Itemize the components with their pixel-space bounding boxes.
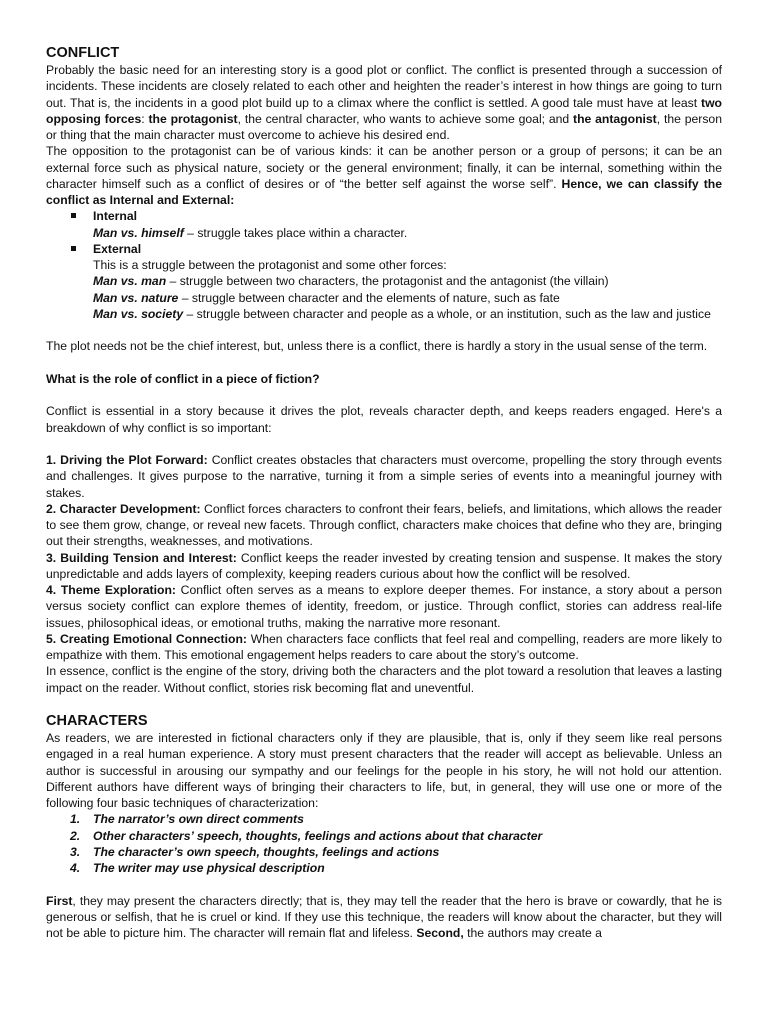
point-character-development: 2. Character Development: Conflict forces characters to confront their fears, beliefs, and limitations, which allows the reader to see them grow, change, or reveal new facets. Through conflict, characters make choices that define who they are, bringing out their strengths, weaknesses, and motivations. bbox=[46, 501, 722, 549]
point-building-tension: 3. Building Tension and Interest: Conflict keeps the reader invested by creating tension and suspense. It makes the story unpredictable and adds layers of complexity, keeping readers curious about how the conflict will be resolved. bbox=[46, 550, 723, 581]
conflict-essence-paragraph: In essence, conflict is the engine of the story, driving both the characters and the plot toward a resolution that leaves a lasting impact on the reader. Without conflict, stories risk becoming flat and uneventful. bbox=[46, 664, 722, 695]
list-item: 4. The writer may use physical description bbox=[70, 861, 325, 875]
internal-description: Man vs. himself – struggle takes place within a character. bbox=[93, 225, 408, 240]
opposition-paragraph: The opposition to the protagonist can be of various kinds: it can be another person or a group of persons; it can be an external force such as physical nature, society or the general environment; finally, it can be internal, something within the character himself such as a conflict of desires or of “the better self against the worse self”. Hence, we can classify the conflict as Internal and External: bbox=[46, 144, 722, 207]
document-page bbox=[46, 44, 722, 941]
characterization-techniques-list bbox=[46, 811, 722, 876]
list-item: 1. The narrator’s own direct comments bbox=[70, 812, 304, 827]
point-driving-plot: 1. Driving the Plot Forward: Conflict creates obstacles that characters must overcome, propelling the story through events and challenges. It gives purpose to the narrative, turning it from a simple series of events into a meaningful journey with stakes. bbox=[46, 453, 722, 500]
conflict-role-question: What is the role of conflict in a piece of fiction? bbox=[46, 371, 320, 386]
external-man-vs-nature: Man vs. nature – struggle between character and the elements of nature, such as fate bbox=[93, 290, 560, 305]
point-theme-exploration: 4. Theme Exploration: Conflict often serves as a means to explore deeper themes. For instance, a story about a person versus society conflict can explore themes of identity, freedom, or justice. Through conflict, stories can address real-life issues, philosophical ideas, or emotional truths, making the narrative more resonant. bbox=[46, 583, 722, 630]
list-item-external bbox=[46, 241, 722, 322]
internal-title: Internal bbox=[93, 209, 138, 224]
external-man-vs-man: Man vs. man – struggle between two characters, the protagonist and the antagonist (the villain) bbox=[93, 274, 609, 289]
point-emotional-connection: 5. Creating Emotional Connection: When characters face conflicts that feel real and compelling, readers are more likely to empathize with them. This emotional engagement helps readers to care about the story’s outcome. bbox=[46, 631, 722, 662]
characters-heading: CHARACTERS bbox=[46, 713, 148, 729]
conflict-essential-paragraph: Conflict is essential in a story because it drives the plot, reveals character depth, and keeps readers engaged. Here's a breakdown of why conflict is so important: bbox=[46, 404, 722, 435]
external-man-vs-society: Man vs. society – struggle between character and people as a whole, or an institution, such as the law and justice bbox=[93, 306, 711, 321]
list-item-internal bbox=[46, 208, 722, 241]
list-item: 3. The character’s own speech, thoughts, feelings and actions bbox=[70, 844, 440, 859]
plot-note-paragraph: The plot needs not be the chief interest, but, unless there is a conflict, there is hardly a story in the usual sense of the term. bbox=[46, 339, 708, 354]
conflict-types-list bbox=[46, 208, 722, 322]
conflict-intro-paragraph: Probably the basic need for an interesting story is a good plot or conflict. The conflict is presented through a succession of incidents. These incidents are closely related to each other and heighten the reader’s interest in how things are going to turn out. That is, the incidents in a good plot build up to a climax where the conflict is settled. A good tale must have at least two opposing forces: the protagonist, the central character, who wants to achieve some goal; and the antagonist, the person or thing that the main character must overcome to achieve his desired end. bbox=[46, 63, 722, 142]
conflict-heading: CONFLICT bbox=[46, 45, 120, 61]
external-intro: This is a struggle between the protagonist and some other forces: bbox=[93, 258, 447, 272]
first-technique-paragraph: First, they may present the characters directly; that is, they may tell the reader that the hero is brave or cowardly, that he is generous or selfish, that he is cruel or kind. If they use this technique, the readers will know about the character, but they will not be able to picture him. The character will remain flat and lifeless. Second, the authors may create a bbox=[46, 893, 722, 940]
characters-intro-paragraph: As readers, we are interested in fictional characters only if they are plausible, that is, only if they seem like real persons engaged in a real human experience. A story must present characters that the reader will accept as believable. Unless an author is successful in arousing our sympathy and our feelings for the people in his story, he will not hold our attention. Different authors have different ways of bringing their characters to life, but, in general, they will use one or more of the following four basic techniques of characterization: bbox=[46, 731, 722, 810]
list-item: 2. Other characters’ speech, thoughts, feelings and actions about that character bbox=[70, 828, 543, 843]
external-title: External bbox=[93, 241, 142, 256]
